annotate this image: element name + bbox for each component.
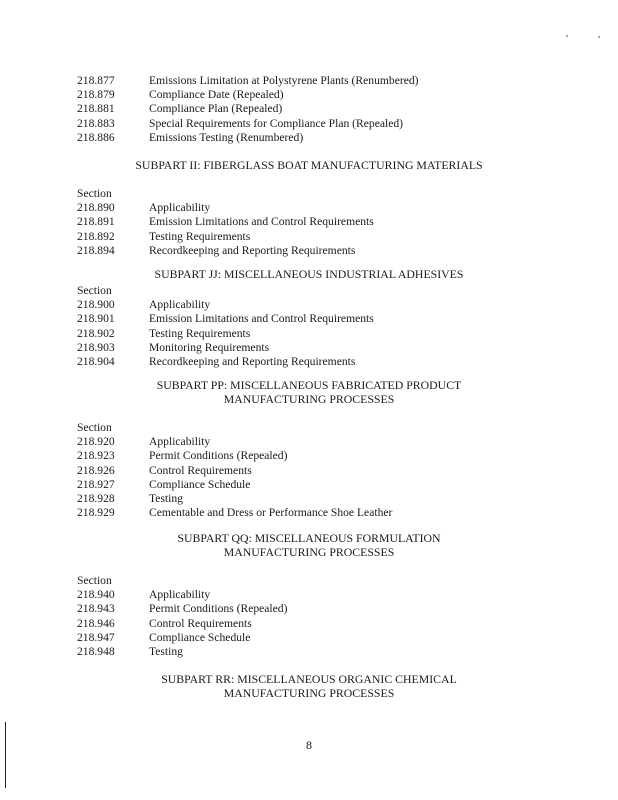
section-number: 218.903 bbox=[77, 340, 115, 354]
list-item bbox=[77, 492, 557, 506]
list-item bbox=[77, 88, 557, 102]
section-title: Applicability bbox=[149, 588, 211, 602]
list-item bbox=[77, 131, 557, 145]
section-title: Applicability bbox=[149, 298, 211, 312]
section-number: 218.947 bbox=[77, 630, 115, 644]
list-item bbox=[77, 215, 557, 229]
section-title: Emission Limitations and Control Requirements bbox=[149, 215, 374, 229]
section-number: 218.901 bbox=[77, 312, 115, 326]
list-item bbox=[77, 298, 557, 312]
section-number: 218.891 bbox=[77, 215, 115, 229]
section-title: Recordkeeping and Reporting Requirements bbox=[149, 354, 356, 368]
section-title: Compliance Plan (Repealed) bbox=[149, 102, 283, 116]
section-number: 218.883 bbox=[77, 116, 115, 130]
subpart-entry-list bbox=[77, 574, 557, 659]
list-item bbox=[77, 645, 557, 659]
list-item bbox=[77, 244, 557, 258]
section-title: Permit Conditions (Repealed) bbox=[149, 449, 288, 463]
section-number: 218.923 bbox=[77, 449, 115, 463]
section-title: Control Requirements bbox=[149, 616, 252, 630]
list-item bbox=[77, 117, 557, 131]
section-number: 218.926 bbox=[77, 463, 115, 477]
subpart-heading-line: MANUFACTURING PROCESSES bbox=[223, 545, 395, 560]
section-title: Permit Conditions (Repealed) bbox=[149, 602, 288, 616]
subpart-heading bbox=[0, 531, 618, 559]
subpart-entry-list bbox=[77, 421, 557, 520]
list-item bbox=[77, 464, 557, 478]
section-label: Section bbox=[77, 421, 112, 434]
section-number: 218.940 bbox=[77, 588, 115, 602]
section-title: Control Requirements bbox=[149, 463, 252, 477]
list-item bbox=[77, 230, 557, 244]
list-item bbox=[77, 327, 557, 341]
section-title: Testing Requirements bbox=[149, 229, 251, 243]
subpart-heading-line: SUBPART RR: MISCELLANEOUS ORGANIC CHEMICAL bbox=[161, 672, 457, 686]
list-item bbox=[77, 631, 557, 645]
list-item bbox=[77, 341, 557, 355]
section-title: Cementable and Dress or Performance Shoe Leather bbox=[149, 506, 393, 520]
subpart-heading-line: SUBPART II: FIBERGLASS BOAT MANUFACTURING MATERIALS bbox=[135, 158, 483, 172]
section-title: Monitoring Requirements bbox=[149, 340, 270, 354]
list-item bbox=[77, 449, 557, 463]
list-item bbox=[77, 312, 557, 326]
section-number: 218.920 bbox=[77, 435, 115, 449]
list-item bbox=[77, 478, 557, 492]
subpart-heading-line: MANUFACTURING PROCESSES bbox=[223, 392, 395, 407]
list-item bbox=[77, 201, 557, 215]
section-number: 218.948 bbox=[77, 644, 115, 658]
subpart-heading bbox=[0, 158, 618, 172]
scan-speck bbox=[566, 35, 568, 37]
section-title: Compliance Schedule bbox=[149, 477, 251, 491]
list-item bbox=[77, 102, 557, 116]
section-number: 218.892 bbox=[77, 229, 115, 243]
section-title: Compliance Schedule bbox=[149, 630, 251, 644]
subpart-heading-line: SUBPART JJ: MISCELLANEOUS INDUSTRIAL ADHESIVES bbox=[154, 267, 464, 281]
subpart-heading-line: SUBPART PP: MISCELLANEOUS FABRICATED PRODUCT bbox=[156, 378, 462, 392]
subpart-heading-line: SUBPART QQ: MISCELLANEOUS FORMULATION bbox=[177, 531, 441, 545]
section-title: Testing bbox=[149, 644, 183, 658]
section-title: Compliance Date (Repealed) bbox=[149, 88, 284, 102]
section-title: Applicability bbox=[149, 435, 211, 449]
section-number: 218.881 bbox=[77, 102, 115, 116]
section-number: 218.894 bbox=[77, 243, 115, 257]
section-title: Emission Limitations and Control Requirements bbox=[149, 312, 374, 326]
subpart-heading bbox=[0, 672, 618, 700]
section-number: 218.929 bbox=[77, 506, 115, 520]
section-title: Emissions Testing (Renumbered) bbox=[149, 130, 304, 144]
list-item bbox=[77, 617, 557, 631]
margin-line bbox=[5, 722, 6, 788]
section-title: Emissions Limitation at Polystyrene Plants (Renumbered) bbox=[149, 74, 419, 87]
scan-speck bbox=[598, 36, 600, 38]
section-number: 218.927 bbox=[77, 477, 115, 491]
section-number: 218.904 bbox=[77, 354, 115, 368]
section-label: Section bbox=[77, 574, 112, 587]
section-number: 218.943 bbox=[77, 602, 115, 616]
list-item bbox=[77, 602, 557, 616]
section-number: 218.928 bbox=[77, 491, 115, 505]
section-number: 218.877 bbox=[77, 74, 115, 87]
section-title: Testing bbox=[149, 491, 183, 505]
section-title: Recordkeeping and Reporting Requirements bbox=[149, 243, 356, 257]
list-item bbox=[77, 355, 557, 369]
section-title: Special Requirements for Compliance Plan (Repealed) bbox=[149, 116, 404, 130]
section-title: Testing Requirements bbox=[149, 326, 251, 340]
list-item bbox=[77, 506, 557, 520]
section-number: 218.902 bbox=[77, 326, 115, 340]
section-number: 218.886 bbox=[77, 130, 115, 144]
section-title: Applicability bbox=[149, 201, 211, 215]
list-item bbox=[77, 588, 557, 602]
subpart-entry-list bbox=[77, 284, 557, 369]
list-item bbox=[77, 74, 557, 88]
subpart-entry-list bbox=[77, 187, 557, 258]
subpart-heading bbox=[0, 267, 618, 281]
top-entry-list bbox=[77, 74, 557, 145]
section-number: 218.900 bbox=[77, 298, 115, 312]
subpart-heading-line: MANUFACTURING PROCESSES bbox=[223, 686, 395, 701]
subpart-heading bbox=[0, 378, 618, 406]
list-item bbox=[77, 435, 557, 449]
section-label: Section bbox=[77, 284, 112, 297]
section-label: Section bbox=[77, 187, 112, 200]
section-number: 218.946 bbox=[77, 616, 115, 630]
page-number: 8 bbox=[306, 738, 312, 752]
section-number: 218.890 bbox=[77, 201, 115, 215]
section-number: 218.879 bbox=[77, 88, 115, 102]
